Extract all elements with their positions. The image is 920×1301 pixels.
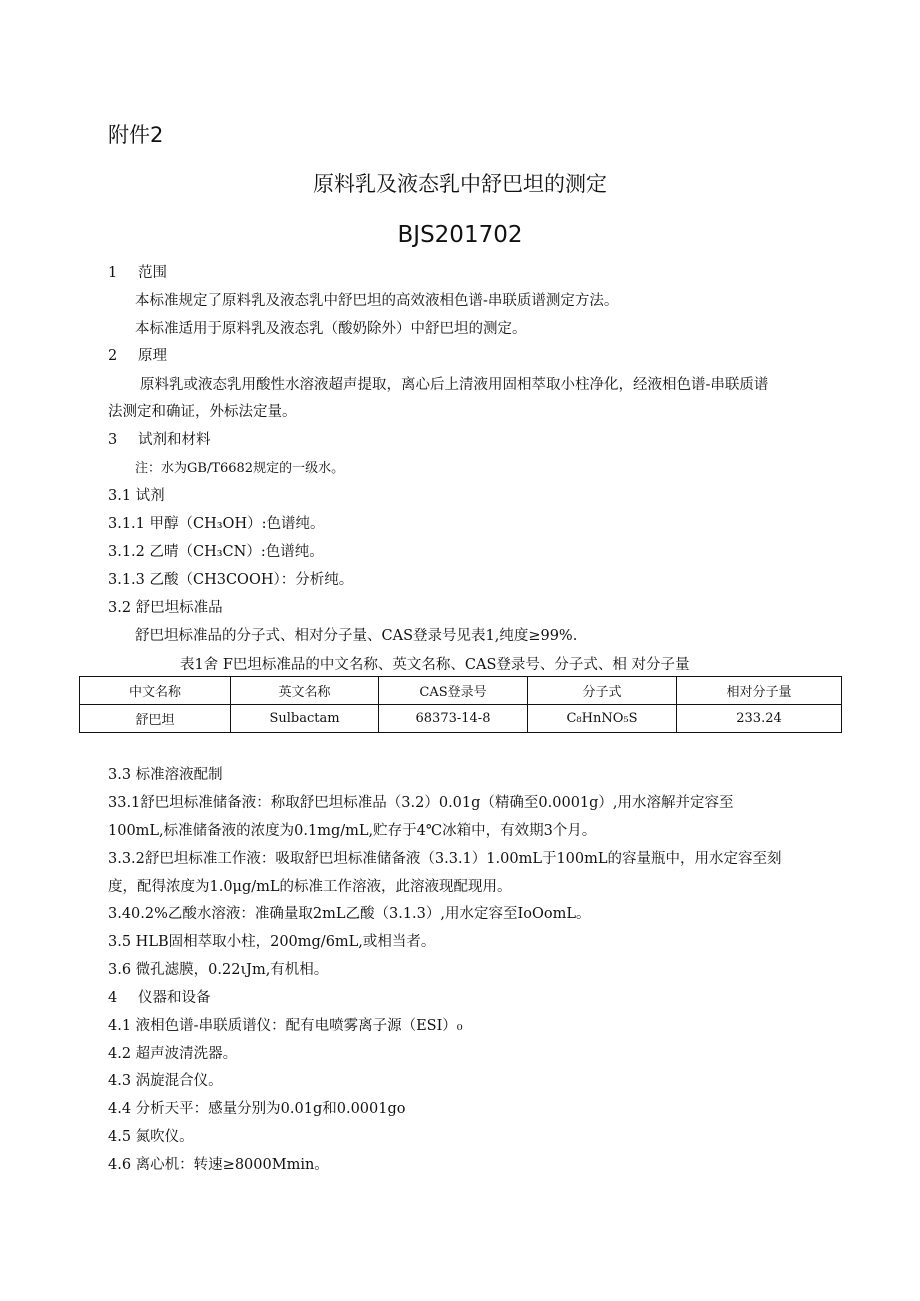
list-item: 4.3 涡旋混合仪。 [108, 1073, 223, 1089]
section-title: 原理 [138, 348, 167, 364]
list-item: 3.6 微孔滤膜，0.22ιJm,有机相。 [108, 962, 329, 978]
section-1-heading [108, 264, 167, 282]
attachment-label: 附件2 [108, 123, 164, 147]
paragraph: 原料乳或液态乳用酸性水溶液超声提取，离心后上清液用固相萃取小柱净化，经液相色谱-串联质谱 [140, 377, 769, 393]
standard-table [79, 676, 842, 733]
note: 注：水为GB/T6682规定的一级水。 [135, 461, 345, 476]
table-header-cell: 分子式 [528, 677, 677, 705]
list-item: 4.1 液相色谱-串联质谱仪：配有电喷雾离子源（ESI）₀ [108, 1018, 463, 1034]
list-item: 3.1.2 乙晴（CH₃CN）:色谱纯。 [108, 544, 324, 560]
list-item-continuation: 度，配得浓度为1.0μg/mL的标准工作溶液，此溶液现配现用。 [108, 879, 512, 895]
section-2-heading [108, 347, 167, 365]
table-cell: C₈HnNO₅S [528, 705, 677, 733]
list-item: 4.6 离心机：转速≥8000Mmin。 [108, 1157, 329, 1173]
subsection-heading: 3.3 标准溶液配制 [108, 767, 223, 783]
table-cell: Sulbactam [231, 705, 379, 733]
section-number: 1 [108, 265, 118, 281]
section-4-heading [108, 989, 211, 1007]
standard-code: BJS201702 [397, 222, 523, 248]
table-header-cell: CAS登录号 [379, 677, 528, 705]
list-item: 33.1舒巴坦标准储备液：称取舒巴坦标准品（3.2）0.01g（精确至0.0001g）,用水溶解并定容至 [108, 795, 734, 811]
list-item: 4.5 氮吹仪。 [108, 1129, 194, 1145]
table-header-cell: 英文名称 [231, 677, 379, 705]
list-item: 4.2 超声波清洗器。 [108, 1046, 238, 1062]
paragraph: 本标准适用于原料乳及液态乳（酸奶除外）中舒巴坦的测定。 [135, 321, 527, 337]
list-item: 3.1.3 乙酸（CH3COOH）：分析纯。 [108, 572, 354, 588]
section-title: 仪器和设备 [138, 990, 211, 1006]
table-row [80, 705, 842, 733]
list-item: 4.4 分析天平：感量分别为0.01g和0.0001go [108, 1101, 406, 1117]
list-item: 3.3.2舒巴坦标准工作液：吸取舒巴坦标准储备液（3.3.1）1.00mL于100mL的容量瓶中，用水定容至刻 [108, 851, 782, 867]
list-item: 3.40.2%乙酸水溶液：准确量取2mL乙酸（3.1.3）,用水定容至IoOomL。 [108, 906, 591, 922]
list-item-continuation: 100mL,标准储备液的浓度为0.1mg/mL,贮存于4℃冰箱中，有效期3个月。 [108, 823, 597, 839]
section-number: 2 [108, 348, 118, 364]
subsection-heading: 3.1 试剂 [108, 488, 165, 504]
paragraph: 本标准规定了原料乳及液态乳中舒巴坦的高效液相色谱-串联质谱测定方法。 [135, 293, 619, 309]
section-number: 4 [108, 990, 118, 1006]
table-header-cell: 中文名称 [80, 677, 231, 705]
table-header-cell: 相对分子量 [677, 677, 842, 705]
list-item: 3.1.1 甲醇（CH₃OH）:色谱纯。 [108, 516, 325, 532]
table-cell: 68373-14-8 [379, 705, 528, 733]
paragraph: 舒巴坦标准品的分子式、相对分子量、CAS登录号见表1,纯度≥99%. [135, 628, 578, 644]
table-caption: 表1舍 F巴坦标准品的中文名称、英文名称、CAS登录号、分子式、相 对分子量 [180, 657, 690, 673]
table-cell: 舒巴坦 [80, 705, 231, 733]
document-title: 原料乳及液态乳中舒巴坦的测定 [313, 172, 607, 196]
subsection-heading: 3.2 舒巴坦标准品 [108, 600, 223, 616]
section-title: 范围 [138, 265, 167, 281]
section-3-heading [108, 431, 211, 449]
list-item: 3.5 HLB固相萃取小柱，200mg/6mL,或相当者。 [108, 934, 436, 950]
paragraph: 法测定和确证，外标法定量。 [108, 404, 297, 420]
section-title: 试剂和材料 [138, 432, 211, 448]
table-cell: 233.24 [677, 705, 842, 733]
table-header-row [80, 677, 842, 705]
section-number: 3 [108, 432, 118, 448]
